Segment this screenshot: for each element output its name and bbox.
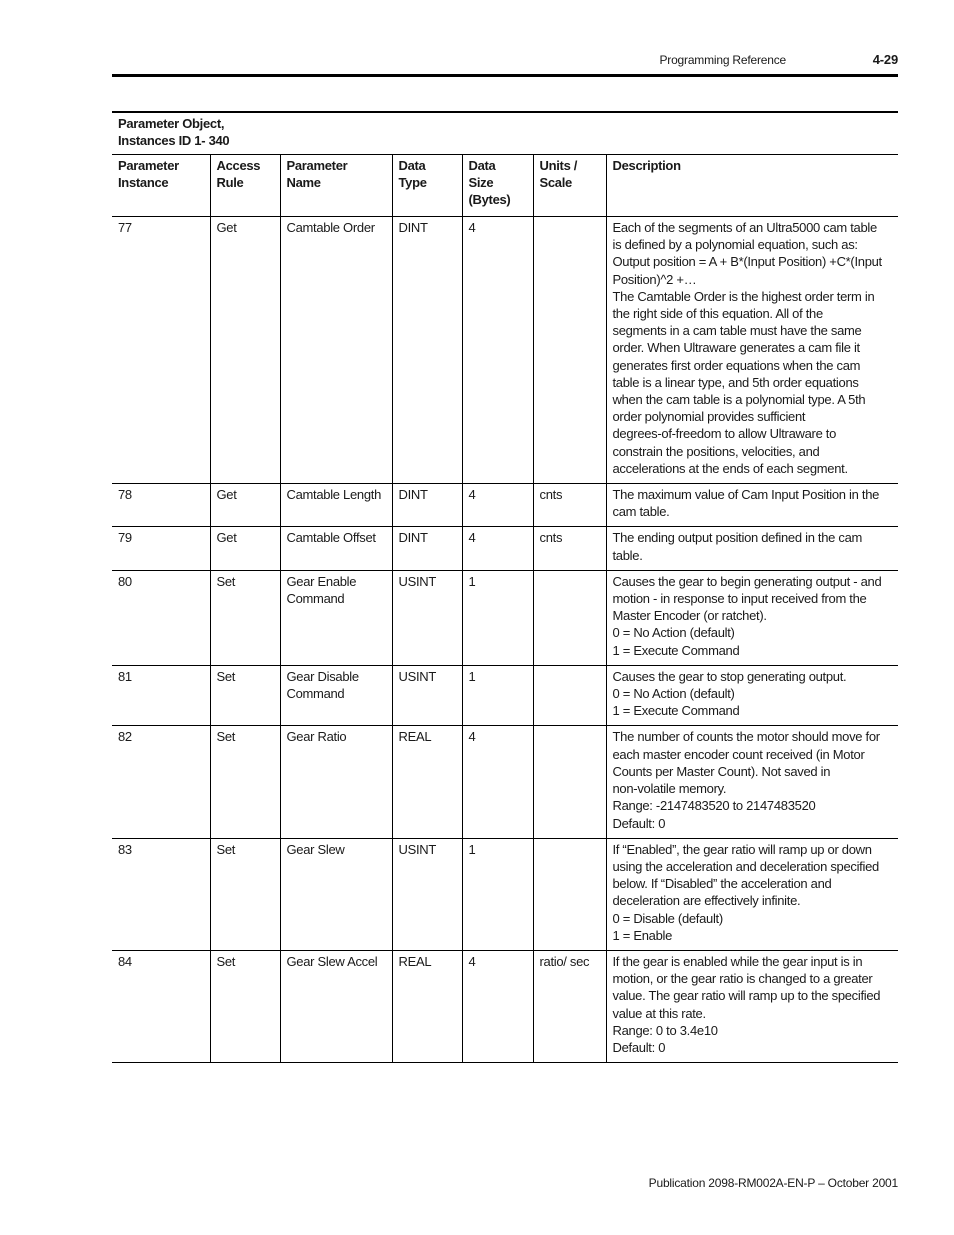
description-line: constrain the positions, velocities, and xyxy=(612,443,820,459)
description-line: Position)^2 +… xyxy=(612,271,697,287)
cell-parameter-name: Camtable Order xyxy=(280,217,392,484)
cell-data-size: 1 xyxy=(462,665,533,726)
cell-data-type: DINT xyxy=(392,484,462,527)
cell-data-type: USINT xyxy=(392,665,462,726)
table-row xyxy=(112,217,898,484)
description-line: deceleration are effectively infinite. xyxy=(612,893,801,909)
description-line: segments in a cam table must have the same xyxy=(612,323,862,339)
description-line: motion, or the gear ratio is changed to a greater xyxy=(612,971,873,987)
cell-access-rule: Get xyxy=(210,217,280,484)
description-line: table is a linear type, and 5th order equations xyxy=(612,374,859,390)
column-header-name: Parameter Name xyxy=(280,155,392,217)
column-header-type: Data Type xyxy=(392,155,462,217)
description-line: If “Enabled”, the gear ratio will ramp up or down xyxy=(612,841,872,857)
description-line: Master Encoder (or ratchet). xyxy=(612,608,767,624)
description-line: below. If “Disabled” the acceleration and xyxy=(612,876,832,892)
cell-instance: 81 xyxy=(112,665,210,726)
description-line: Range: 0 to 3.4e10 xyxy=(612,1022,718,1038)
table-row xyxy=(112,527,898,570)
cell-access-rule: Set xyxy=(210,838,280,950)
description-line: when the cam table is a polynomial type. A 5th xyxy=(612,392,866,408)
cell-data-size: 1 xyxy=(462,838,533,950)
cell-instance: 84 xyxy=(112,950,210,1062)
table-caption-line1: Parameter Object, xyxy=(118,116,225,131)
description-line: 0 = Disable (default) xyxy=(612,910,723,926)
description-line: Default: 0 xyxy=(612,815,666,831)
description-line: degrees-of-freedom to allow Ultraware to xyxy=(612,426,837,442)
cell-description xyxy=(606,570,898,665)
description-line: accelerations at the ends of each segment. xyxy=(612,460,848,476)
description-line: The ending output position defined in the cam xyxy=(612,530,863,546)
cell-description xyxy=(606,527,898,570)
header-rule xyxy=(112,74,898,77)
cell-instance: 77 xyxy=(112,217,210,484)
description-line: each master encoder count received (in Motor xyxy=(612,746,865,762)
description-line: non-volatile memory. xyxy=(612,781,727,797)
cell-description xyxy=(606,838,898,950)
cell-parameter-name: Gear Enable Command xyxy=(280,570,392,665)
description-line: Output position = A + B*(Input Position) +C*(Input xyxy=(612,254,882,270)
cell-access-rule: Set xyxy=(210,726,280,838)
cell-data-type: REAL xyxy=(392,726,462,838)
column-header-access: Access Rule xyxy=(210,155,280,217)
description-line: value. The gear ratio will ramp up to the specified xyxy=(612,988,881,1004)
section-title: Programming Reference xyxy=(659,53,786,67)
page-header xyxy=(112,50,898,70)
cell-parameter-name: Gear Disable Command xyxy=(280,665,392,726)
description-line: using the acceleration and deceleration specified xyxy=(612,858,879,874)
cell-instance: 79 xyxy=(112,527,210,570)
cell-data-type: USINT xyxy=(392,838,462,950)
cell-instance: 80 xyxy=(112,570,210,665)
table-row xyxy=(112,570,898,665)
description-line: Counts per Master Count). Not saved in xyxy=(612,763,831,779)
cell-description xyxy=(606,217,898,484)
description-line: Default: 0 xyxy=(612,1039,666,1055)
table-caption-line2: Instances ID 1- 340 xyxy=(118,132,230,148)
cell-data-size: 4 xyxy=(462,527,533,570)
table-row xyxy=(112,950,898,1062)
cell-units xyxy=(533,838,606,950)
cell-data-type: DINT xyxy=(392,527,462,570)
column-header-size: Data Size (Bytes) xyxy=(462,155,533,217)
cell-parameter-name: Gear Ratio xyxy=(280,726,392,838)
description-line: is defined by a polynomial equation, such as: xyxy=(612,237,858,253)
description-line: Causes the gear to begin generating output - and xyxy=(612,573,882,589)
cell-units: cnts xyxy=(533,527,606,570)
table-row xyxy=(112,726,898,838)
cell-units xyxy=(533,570,606,665)
column-header-description: Description xyxy=(606,155,898,217)
description-line: generates first order equations when the cam xyxy=(612,357,861,373)
parameter-table-container xyxy=(112,111,898,1063)
cell-data-size: 1 xyxy=(462,570,533,665)
description-line: The maximum value of Cam Input Position in the xyxy=(612,487,880,503)
cell-instance: 83 xyxy=(112,838,210,950)
cell-data-size: 4 xyxy=(462,950,533,1062)
description-line: The number of counts the motor should move for xyxy=(612,729,880,745)
cell-data-type: DINT xyxy=(392,217,462,484)
table-header-row xyxy=(112,155,898,217)
cell-units xyxy=(533,665,606,726)
cell-access-rule: Set xyxy=(210,570,280,665)
cell-description xyxy=(606,665,898,726)
cell-data-size: 4 xyxy=(462,726,533,838)
description-line: 1 = Enable xyxy=(612,927,673,943)
description-line: Causes the gear to stop generating output. xyxy=(612,668,847,684)
table-row xyxy=(112,484,898,527)
description-line: motion - in response to input received from the xyxy=(612,591,867,607)
cell-access-rule: Set xyxy=(210,950,280,1062)
table-row xyxy=(112,665,898,726)
cell-instance: 82 xyxy=(112,726,210,838)
cell-units xyxy=(533,217,606,484)
column-header-instance: Parameter Instance xyxy=(112,155,210,217)
cell-description xyxy=(606,726,898,838)
description-line: table. xyxy=(612,547,643,563)
cell-access-rule: Set xyxy=(210,665,280,726)
cell-data-size: 4 xyxy=(462,484,533,527)
cell-description xyxy=(606,484,898,527)
cell-data-type: USINT xyxy=(392,570,462,665)
page-number: 4-29 xyxy=(872,52,898,67)
cell-units: ratio/ sec xyxy=(533,950,606,1062)
table-row xyxy=(112,838,898,950)
publication-footer: Publication 2098-RM002A-EN-P – October 2001 xyxy=(648,1176,898,1190)
description-line: the right side of this equation. All of the xyxy=(612,306,823,322)
description-line: order polynomial provides sufficient xyxy=(612,409,806,425)
cell-access-rule: Get xyxy=(210,484,280,527)
description-line: Each of the segments of an Ultra5000 cam table xyxy=(612,220,877,235)
column-header-units: Units / Scale xyxy=(533,155,606,217)
description-line: Range: -2147483520 to 2147483520 xyxy=(612,798,816,814)
description-line: 1 = Execute Command xyxy=(612,703,740,719)
description-line: 0 = No Action (default) xyxy=(612,686,735,702)
table-caption xyxy=(112,112,898,155)
cell-access-rule: Get xyxy=(210,527,280,570)
cell-units: cnts xyxy=(533,484,606,527)
table-body xyxy=(112,217,898,1063)
cell-data-type: REAL xyxy=(392,950,462,1062)
cell-parameter-name: Camtable Length xyxy=(280,484,392,527)
description-line: value at this rate. xyxy=(612,1005,706,1021)
cell-data-size: 4 xyxy=(462,217,533,484)
cell-parameter-name: Gear Slew xyxy=(280,838,392,950)
description-line: The Camtable Order is the highest order term in xyxy=(612,288,875,304)
cell-instance: 78 xyxy=(112,484,210,527)
cell-description xyxy=(606,950,898,1062)
table-caption-row xyxy=(112,112,898,155)
description-line: 1 = Execute Command xyxy=(612,642,740,658)
description-line: If the gear is enabled while the gear input is in xyxy=(612,953,863,969)
description-line: order. When Ultraware generates a cam file it xyxy=(612,340,860,356)
cell-units xyxy=(533,726,606,838)
cell-parameter-name: Camtable Offset xyxy=(280,527,392,570)
cell-parameter-name: Gear Slew Accel xyxy=(280,950,392,1062)
parameter-table xyxy=(112,111,898,1063)
description-line: cam table. xyxy=(612,504,670,520)
description-line: 0 = No Action (default) xyxy=(612,625,735,641)
